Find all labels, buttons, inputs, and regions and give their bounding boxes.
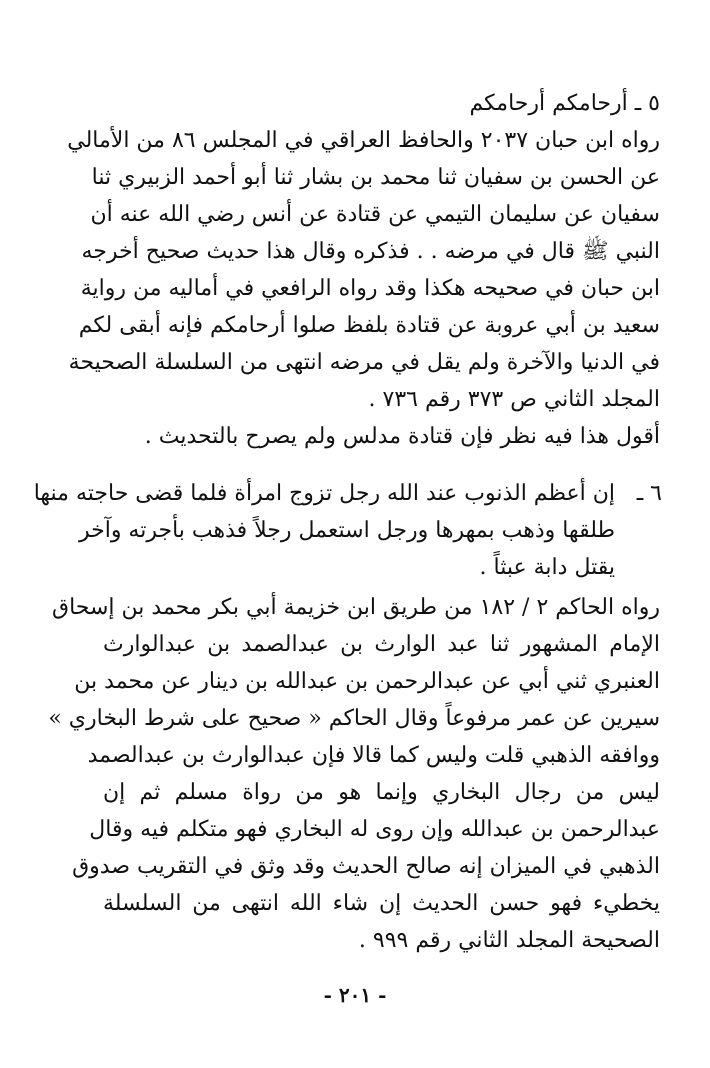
entry-6-line-1: إن أعظم الذنوب عند الله رجل تزوج امرأة فلما قضى حاجته منها (33, 481, 615, 506)
entry-6-line-8: ووافقه الذهبي قلت وليس كما قالا فإن عبدالوارث بن عبدالصمد (87, 743, 660, 768)
entry-6-line-6: العنبري ثني أبي عن عبدالرحمن بن عبدالله بن دينار عن محمد بن (74, 669, 660, 694)
entry-5-line-8: في الدنيا والآخرة ولم يقل في مرضه انتهى من السلسلة الصحيحة (68, 350, 660, 375)
entry-5-line-2: رواه ابن حبان ٢٠٣٧ والحافظ العراقي في المجلس ٨٦ من الأمالي (67, 128, 660, 153)
entry-6-number: ٦ ـ (636, 481, 662, 506)
entry-6-line-10: عبدالرحمن بن عبدالله وإن روى له البخاري فهو متكلم فيه وقال (89, 817, 660, 842)
entry-6-line-12: يخطيء فهو حسن الحديث إن شاء الله انتهى من السلسلة (103, 891, 660, 916)
entry-6-line-9: ليس من رجال البخاري وإنما هو من رواة مسلم ثم إن (103, 780, 660, 805)
entry-5-line-6: ابن حبان في صحيحه هكذا وقد رواه الرافعي في أماليه من رواية (80, 276, 660, 301)
entry-6-line-2: طلقها وذهب بمهرها ورجل استعمل رجلاً فذهب بأجرته وآخر (78, 518, 615, 543)
entry-5-line-4: سفيان عن سليمان التيمي عن قتادة عن أنس رضي الله عنه أن (90, 202, 660, 227)
entry-5-heading: ٥ ـ أرحامكم أرحامكم (469, 91, 660, 116)
entry-6-line-5: الإمام المشهور ثنا عبد الوارث بن عبدالصمد بن عبدالوارث (103, 632, 660, 657)
entry-6-line-13: الصحيحة المجلد الثاني رقم ٩٩٩ . (358, 928, 660, 953)
entry-6-line-3: يقتل دابة عبثاً . (479, 555, 615, 580)
entry-6-line-11: الذهبي في الميزان إنه صالح الحديث وقد وثق في التقريب صدوق (72, 854, 660, 879)
entry-5-line-5: النبي ﷺ قال في مرضه . . فذكره وقال هذا حديث صحيح أخرجه (81, 239, 660, 264)
entry-5-line-10: أقول هذا فيه نظر فإن قتادة مدلس ولم يصرح بالتحديث . (144, 424, 660, 449)
entry-6-line-7: سيرين عن عمر مرفوعاً وقال الحاكم « صحيح على شرط البخاري » (48, 706, 660, 731)
entry-5-line-3: عن الحسن بن سفيان ثنا محمد بن بشار ثنا أبو أحمد الزبيري ثنا (91, 165, 660, 190)
entry-5-line-9: المجلد الثاني ص ٣٧٣ رقم ٧٣٦ . (368, 387, 660, 412)
entry-6-line-4: رواه الحاكم ٢ / ١٨٢ من طريق ابن خزيمة أبي بكر محمد بن إسحاق (52, 595, 660, 620)
page-number: - ٢٠١ - (323, 983, 387, 1007)
entry-5-line-7: سعيد بن أبي عروبة عن قتادة بلفظ صلوا أرحامكم فإنه أبقى لكم (78, 313, 660, 338)
